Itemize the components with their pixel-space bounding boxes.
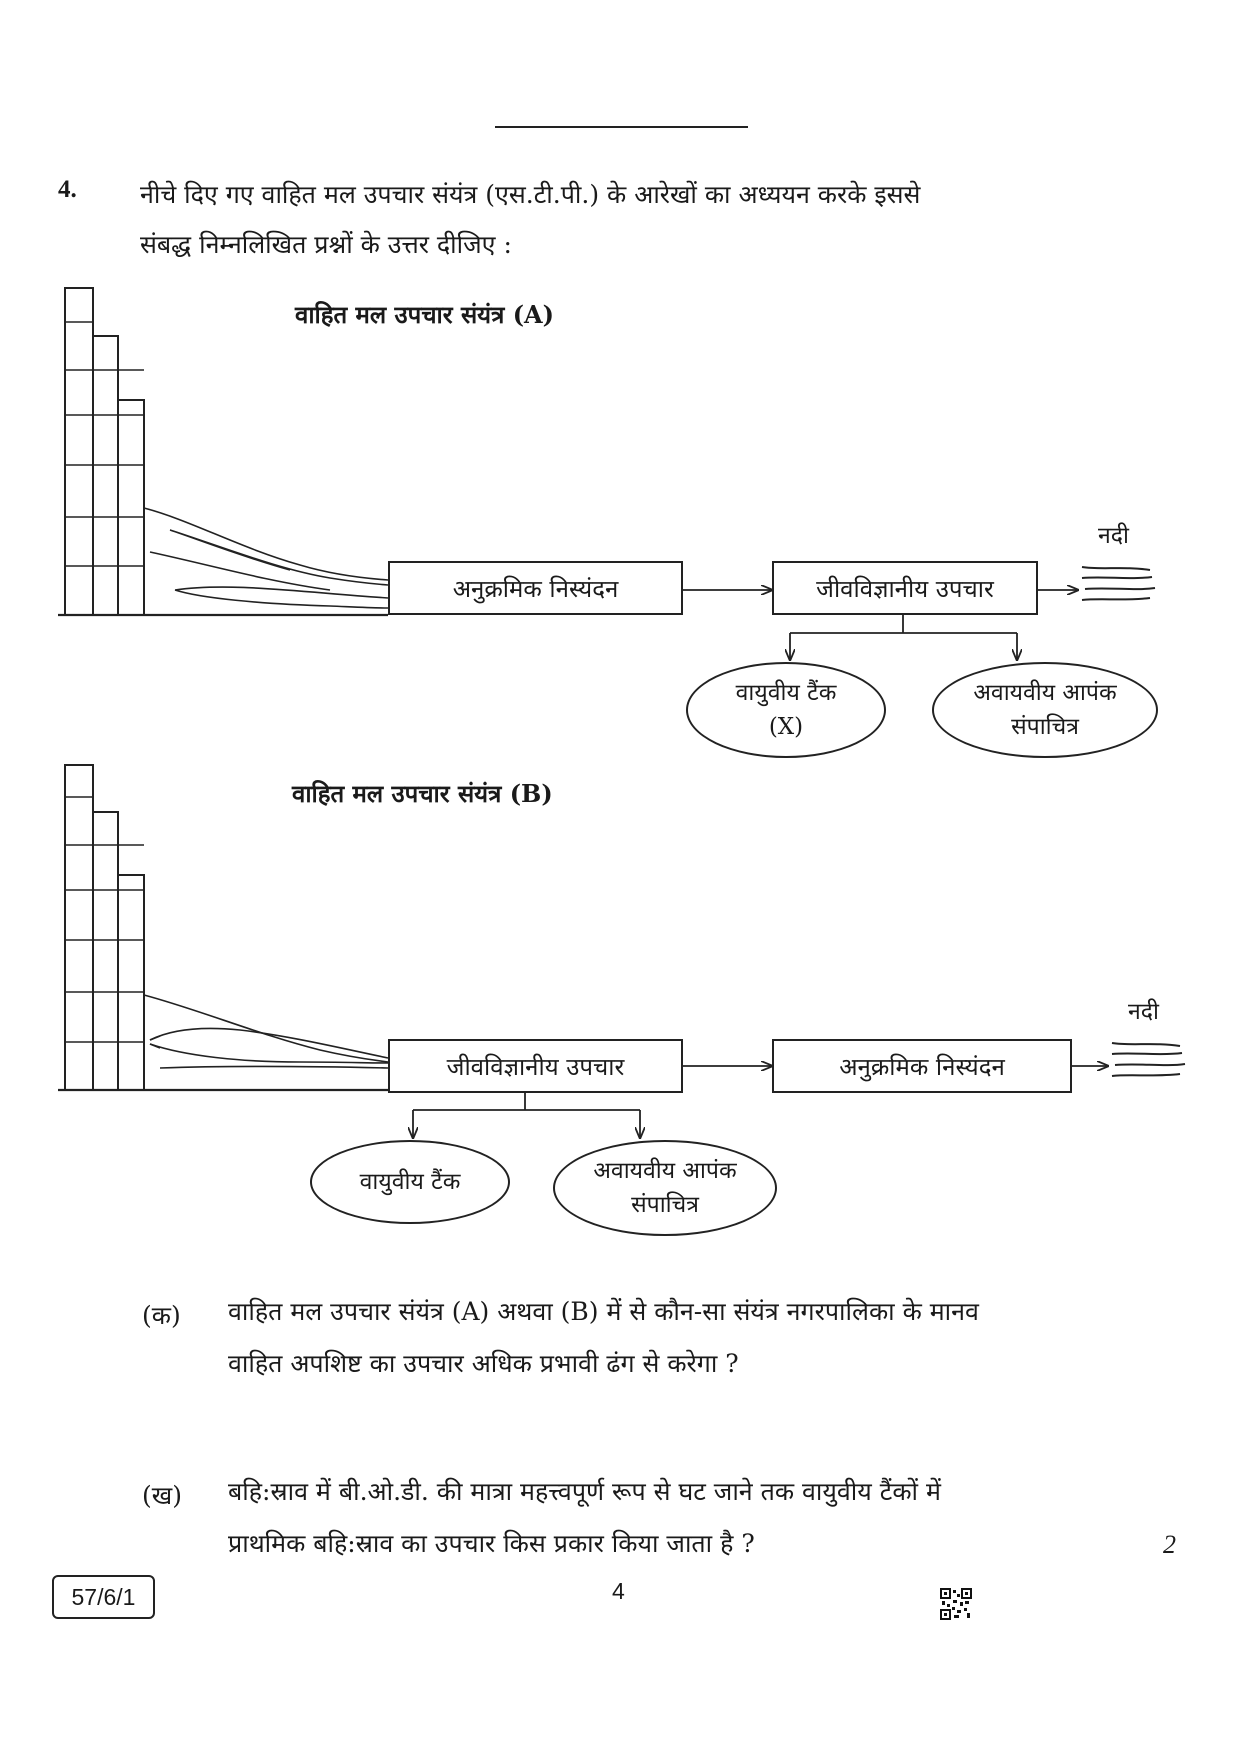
diagram-a-buildings <box>65 288 144 615</box>
diagram-a-river-waves <box>1082 567 1155 600</box>
question-text-line1: नीचे दिए गए वाहित मल उपचार संयंत्र (एस.टी.पी.) के आरेखों का अध्ययन करके इससे <box>140 180 921 209</box>
diagram-b-oval2-line1: अवायवीय आपंक <box>593 1158 737 1184</box>
diagram-a-oval-anaerobic-digester <box>932 662 1158 758</box>
diagram-b-oval1-line1: वायुवीय टैंक <box>359 1169 461 1195</box>
diagram-b-box-sequential-filtration: अनुक्रमिक निस्यंदन <box>772 1039 1072 1093</box>
diagram-b-title: वाहित मल उपचार संयंत्र (B) <box>292 779 553 808</box>
diagram-a-oval2-line2: संपाचित्र <box>1011 714 1079 740</box>
diagram-b-river-waves <box>1112 1043 1185 1076</box>
diagram-b-branch <box>413 1090 640 1138</box>
sub-question-a-text <box>228 1286 1128 1390</box>
diagram-a-branch <box>790 615 1017 660</box>
sub-question-b-line2: प्राथमिक बहि:स्राव का उपचार किस प्रकार किया जाता है ? <box>228 1529 755 1558</box>
diagram-a-oval2-line1: अवायवीय आपंक <box>973 680 1117 706</box>
sub-question-b-text <box>228 1466 1128 1570</box>
diagram-a-oval1-line1: वायुवीय टैंक <box>735 680 837 706</box>
diagram-b-buildings <box>65 765 144 1090</box>
diagram-b-river-label: नदी <box>1128 999 1159 1025</box>
qr-code-icon <box>940 1588 972 1620</box>
diagram-b-oval-anaerobic-digester <box>553 1140 777 1236</box>
diagram-b-oval-aerobic-tank <box>310 1140 510 1224</box>
diagram-a-title: वाहित मल उपचार संयंत्र (A) <box>295 300 555 329</box>
paper-code: 57/6/1 <box>52 1575 155 1619</box>
marks: 2 <box>1163 1530 1176 1559</box>
page-number: 4 <box>612 1578 625 1604</box>
sub-question-b-label: (ख) <box>142 1481 182 1510</box>
diagram-a-river-label: नदी <box>1098 523 1129 549</box>
diagram-a-oval1-line2: (X) <box>768 714 804 740</box>
diagram-a-oval-aerobic-tank <box>686 662 886 758</box>
diagram-b-sewage-flow <box>144 995 388 1068</box>
diagram-a-box-biological-treatment: जीवविज्ञानीय उपचार <box>772 561 1038 615</box>
sub-question-b-line1: बहि:स्राव में बी.ओ.डी. की मात्रा महत्त्वपूर्ण रूप से घट जाने तक वायुवीय टैंकों में <box>228 1477 941 1506</box>
diagram-a-box-sequential-filtration: अनुक्रमिक निस्यंदन <box>388 561 683 615</box>
question-text-line2: संबद्ध निम्नलिखित प्रश्नों के उत्तर दीजिए : <box>140 230 512 259</box>
sub-question-a-line1: वाहित मल उपचार संयंत्र (A) अथवा (B) में से कौन-सा संयंत्र नगरपालिका के मानव <box>228 1297 979 1326</box>
diagram-a-sewage-flow <box>144 508 388 608</box>
question-number: 4. <box>58 176 77 203</box>
sub-question-a-label: (क) <box>142 1301 181 1330</box>
diagram-b-box-biological-treatment: जीवविज्ञानीय उपचार <box>388 1039 683 1093</box>
diagram-b-oval2-line2: संपाचित्र <box>631 1192 699 1218</box>
sub-question-a-line2: वाहित अपशिष्ट का उपचार अधिक प्रभावी ढंग से करेगा ? <box>228 1349 739 1378</box>
